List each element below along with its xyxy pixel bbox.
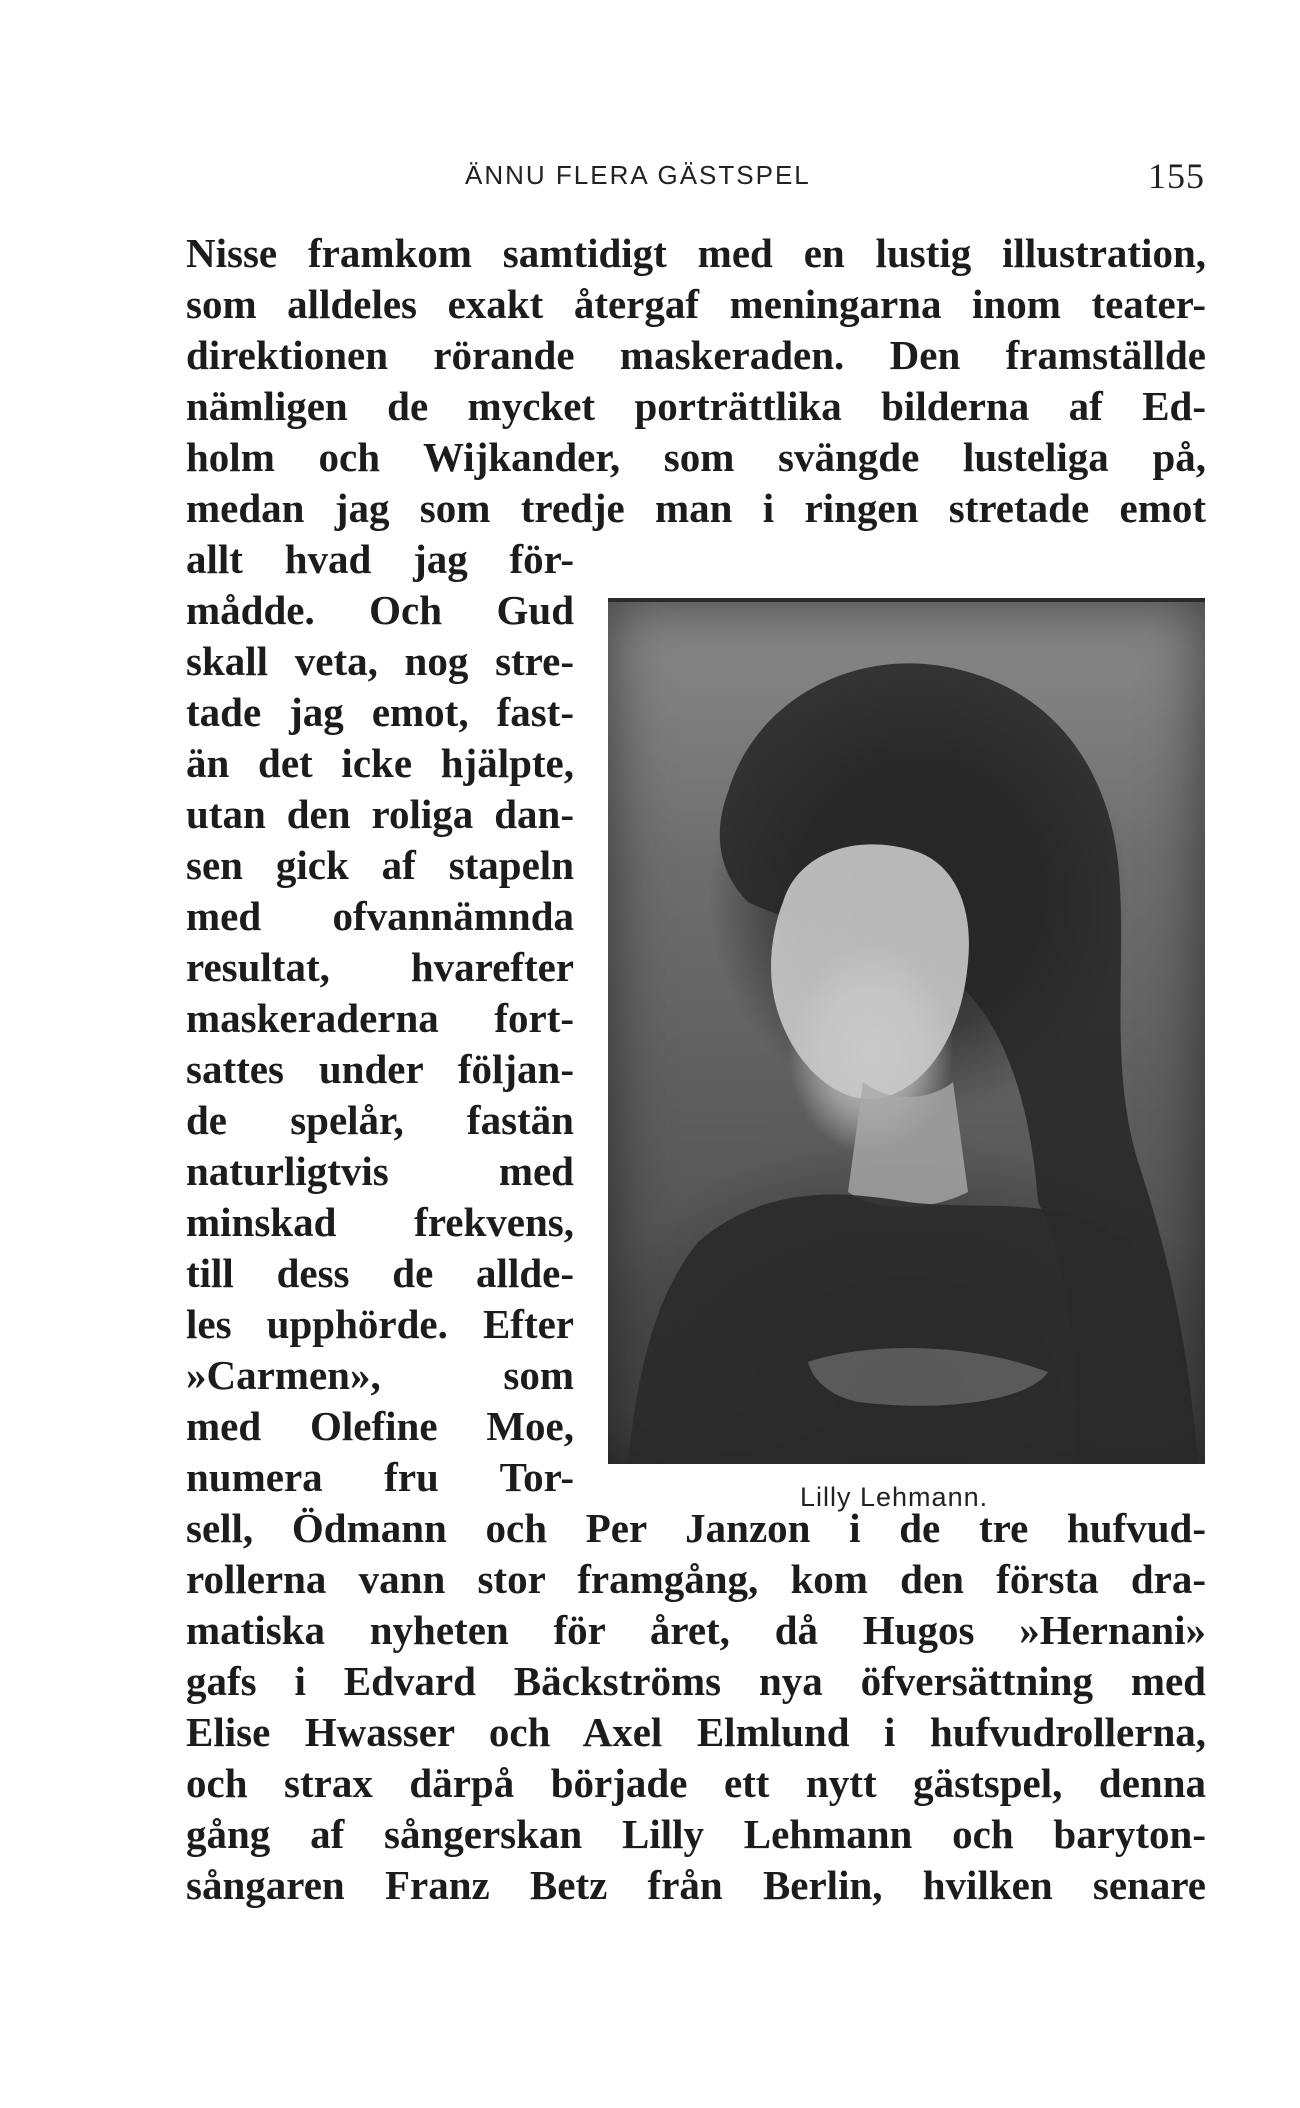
portrait-silhouette: [608, 602, 1205, 1464]
body-line: numera fru Tor-: [186, 1454, 574, 1500]
body-line: naturligtvis med: [186, 1148, 574, 1194]
body-line: och strax därpå började ett nytt gästspel, denna: [186, 1760, 1206, 1806]
body-line: med ofvannämnda: [186, 893, 574, 939]
body-line: mådde. Och Gud: [186, 587, 574, 633]
body-line: »Carmen», som: [186, 1352, 574, 1398]
body-line: än det icke hjälpte,: [186, 740, 574, 786]
body-line: matiska nyheten för året, då Hugos »Hernani»: [186, 1607, 1206, 1653]
body-line: sen gick af stapeln: [186, 842, 574, 888]
figure-caption: Lilly Lehmann.: [800, 1482, 989, 1512]
body-line: maskeraderna fort-: [186, 995, 574, 1041]
portrait-photo: [608, 598, 1205, 1464]
body-line: Nisse framkom samtidigt med en lustig illustration,: [186, 230, 1206, 276]
body-line: les upphörde. Efter: [186, 1301, 574, 1347]
body-line: medan jag som tredje man i ringen stretade emot: [186, 485, 1206, 531]
body-line: Elise Hwasser och Axel Elmlund i hufvudrollerna,: [186, 1709, 1206, 1755]
body-line: till dess de allde-: [186, 1250, 574, 1296]
body-line: sattes under följan-: [186, 1046, 574, 1092]
body-line: rollerna vann stor framgång, kom den första dra-: [186, 1556, 1206, 1602]
body-line: tade jag emot, fast-: [186, 689, 574, 735]
body-line: med Olefine Moe,: [186, 1403, 574, 1449]
body-line: allt hvad jag för-: [186, 536, 574, 582]
running-head-title: ÄNNU FLERA GÄSTSPEL: [465, 160, 811, 190]
body-line: de spelår, fastän: [186, 1097, 574, 1143]
body-line: gafs i Edvard Bäckströms nya öfversättning med: [186, 1658, 1206, 1704]
body-line: sell, Ödmann och Per Janzon i de tre hufvud-: [186, 1505, 1206, 1551]
body-line: holm och Wijkander, som svängde lusteliga på,: [186, 434, 1206, 480]
page-number: 155: [1148, 156, 1205, 196]
body-line: gång af sångerskan Lilly Lehmann och baryton-: [186, 1811, 1206, 1857]
body-line: resultat, hvarefter: [186, 944, 574, 990]
body-line: nämligen de mycket porträttlika bilderna af Ed-: [186, 383, 1206, 429]
body-line: utan den roliga dan-: [186, 791, 574, 837]
body-line: direktionen rörande maskeraden. Den framställde: [186, 332, 1206, 378]
body-line: som alldeles exakt återgaf meningarna inom teater-: [186, 281, 1206, 327]
body-line: sångaren Franz Betz från Berlin, hvilken senare: [186, 1862, 1206, 1908]
body-line: skall veta, nog stre-: [186, 638, 574, 684]
body-line: minskad frekvens,: [186, 1199, 574, 1245]
